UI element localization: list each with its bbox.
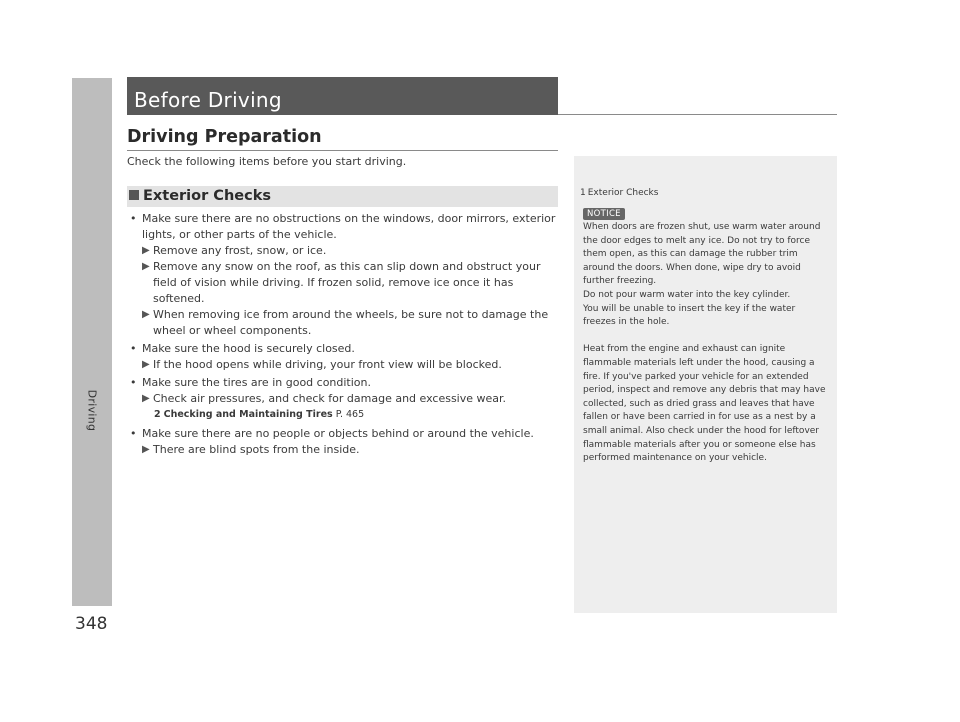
cross-reference-link[interactable]: 2 Checking and Maintaining Tires P. 465 bbox=[154, 409, 365, 420]
notice-badge: NOTICE bbox=[583, 208, 625, 220]
sub-item: ▶ If the hood opens while driving, your front view will be blocked. bbox=[142, 358, 502, 371]
arrow-icon: ▶ bbox=[142, 309, 150, 320]
reference-icon: 2 bbox=[154, 409, 161, 420]
side-tab bbox=[72, 78, 112, 606]
bullet-icon: • bbox=[130, 427, 137, 440]
bullet-icon: • bbox=[130, 342, 137, 355]
subsection-header bbox=[127, 186, 558, 207]
list-item: • Make sure there are no obstructions on the windows, door mirrors, exterior lights, or other parts of the vehicle. bbox=[130, 212, 556, 241]
square-bullet-icon bbox=[129, 190, 139, 200]
side-note-heading: 1 Exterior Checks bbox=[580, 188, 659, 198]
sub-item: ▶ There are blind spots from the inside. bbox=[142, 443, 360, 456]
bullet-icon: • bbox=[130, 376, 137, 389]
title-rule bbox=[558, 114, 837, 115]
bullet-icon: • bbox=[130, 212, 137, 225]
list-item: • Make sure the hood is securely closed. bbox=[130, 342, 355, 355]
checklist bbox=[130, 211, 560, 458]
side-tab-label: Driving bbox=[85, 389, 99, 431]
sub-item: ▶ Remove any frost, snow, or ice. bbox=[142, 244, 327, 257]
subsection-title: Exterior Checks bbox=[143, 188, 271, 204]
section-intro: Check the following items before you start driving. bbox=[127, 155, 407, 168]
section-title: Driving Preparation bbox=[127, 127, 322, 147]
arrow-icon: ▶ bbox=[142, 393, 150, 404]
arrow-icon: ▶ bbox=[142, 245, 150, 256]
page-title: Before Driving bbox=[127, 77, 558, 115]
sub-item: ▶ Check air pressures, and check for damage and excessive wear. bbox=[142, 392, 507, 405]
arrow-icon: ▶ bbox=[142, 261, 150, 272]
sub-item: ▶ Remove any snow on the roof, as this can slip down and obstruct your field of vision while driving. If frozen solid, remove ice once it has softened. bbox=[142, 260, 541, 305]
section-rule bbox=[127, 150, 558, 151]
list-item: • Make sure there are no people or objects behind or around the vehicle. bbox=[130, 427, 534, 440]
sub-item: ▶ When removing ice from around the wheels, be sure not to damage the wheel or wheel components. bbox=[142, 308, 549, 337]
list-item: • Make sure the tires are in good condition. bbox=[130, 376, 372, 389]
arrow-icon: ▶ bbox=[142, 444, 150, 455]
arrow-icon: ▶ bbox=[142, 359, 150, 370]
page-number: 348 bbox=[75, 614, 108, 634]
side-note-body: When doors are frozen shut, use warm water around the door edges to melt any ice. Do not try to force them open, as this can damage the rubber trim around the doors. When done, wipe dry to avoid further freezing. Do not pour warm water into the key cylinder. You will be unable to insert the key if the water freezes in the hole. Heat from the engine and exhaust can ignite flammable materials left under the hood, causing a fire. If you've parked your vehicle for an extended period, inspect and remove any debris that may have collected, such as dried grass and leaves that have fallen or have been carried in for use as a nest by a small animal. Also check under the hood for leftover flammable materials after you or someone else has performed maintenance on your vehicle. bbox=[583, 222, 826, 464]
